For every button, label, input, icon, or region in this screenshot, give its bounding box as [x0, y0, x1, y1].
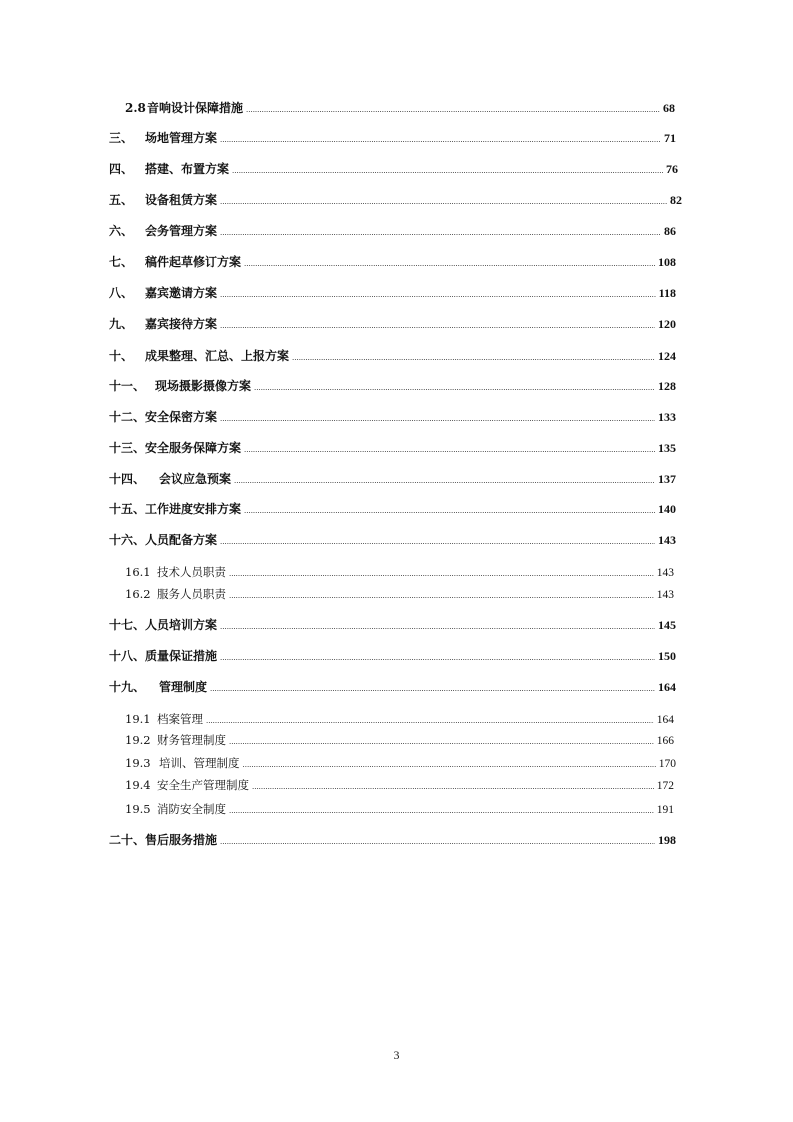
toc-entry-page: 120: [658, 317, 676, 331]
toc-leader-dots: [220, 409, 655, 429]
toc-entry-title: 嘉宾接待方案: [145, 317, 218, 331]
toc-leader-dots: [220, 316, 655, 336]
toc-leader-dots: [229, 732, 654, 752]
toc-entry[interactable]: [109, 407, 676, 427]
toc-entry-number: 十三、: [109, 441, 146, 455]
toc-entry-page: 76: [666, 162, 678, 176]
toc-subentry[interactable]: [125, 584, 674, 604]
toc-entry-title: 档案管理: [157, 712, 203, 726]
toc-leader-dots: [220, 617, 655, 637]
toc-entry-number: 十四、: [109, 472, 146, 486]
toc-entry-number: 十五、: [109, 502, 146, 516]
toc-entry-number: 19.3: [125, 756, 151, 770]
toc-entry[interactable]: [109, 438, 676, 458]
toc-subentry[interactable]: [125, 730, 674, 750]
toc-entry-page: 137: [658, 472, 676, 486]
toc-entry-page: 143: [656, 567, 674, 579]
toc-entry-title: 嘉宾邀请方案: [145, 286, 218, 300]
toc-entry-number: 四、: [109, 162, 134, 176]
toc-entry-title: 搭建、布置方案: [145, 162, 230, 176]
toc-entry-title: 设备租赁方案: [145, 193, 218, 207]
toc-entry-number: 16.1: [125, 565, 151, 579]
toc-leader-dots: [254, 378, 655, 398]
toc-entry-number: 十二、: [109, 410, 146, 424]
toc-leader-dots: [244, 254, 655, 274]
toc-entry[interactable]: [109, 128, 676, 148]
toc-subentry[interactable]: [125, 753, 676, 773]
toc-leader-dots: [232, 161, 663, 181]
toc-entry-number: 二十、: [109, 833, 146, 847]
toc-entry-number: 十、: [109, 349, 134, 363]
toc-entry[interactable]: [109, 615, 676, 635]
toc-entry[interactable]: [109, 283, 676, 303]
toc-subentry[interactable]: [125, 709, 674, 729]
toc-entry-page: 143: [656, 589, 674, 601]
toc-leader-dots: [220, 130, 661, 150]
toc-entry-title: 人员配备方案: [145, 533, 218, 547]
toc-entry-title: 音响设计保障措施: [147, 101, 244, 115]
toc-entry[interactable]: [109, 830, 676, 850]
toc-leader-dots: [220, 192, 667, 212]
toc-entry[interactable]: [109, 190, 682, 210]
toc-entry-page: 166: [656, 735, 674, 747]
toc-entry-page: 128: [658, 379, 676, 393]
toc-entry[interactable]: [125, 98, 675, 118]
toc-entry-page: 124: [658, 349, 676, 363]
toc-entry[interactable]: [109, 677, 676, 697]
toc-entry-title: 管理制度: [159, 680, 208, 694]
toc-entry-page: 172: [656, 780, 674, 792]
toc-entry-number: 2.8: [125, 101, 146, 115]
toc-leader-dots: [229, 801, 654, 821]
toc-entry-number: 五、: [109, 193, 134, 207]
toc-entry[interactable]: [109, 314, 676, 334]
toc-entry-number: 十九、: [109, 680, 146, 694]
toc-entry-page: 170: [658, 758, 676, 770]
toc-entry-title: 安全服务保障方案: [145, 441, 242, 455]
toc-subentry[interactable]: [125, 799, 674, 819]
toc-leader-dots: [246, 100, 660, 120]
toc-leader-dots: [244, 440, 655, 460]
toc-leader-dots: [234, 471, 655, 491]
toc-leader-dots: [220, 648, 655, 668]
toc-entry-number: 九、: [109, 317, 134, 331]
toc-leader-dots: [220, 832, 655, 852]
toc-subentry[interactable]: [125, 562, 674, 582]
toc-entry-page: 140: [658, 502, 676, 516]
toc-entry-title: 财务管理制度: [157, 733, 226, 747]
toc-entry[interactable]: [109, 530, 676, 550]
toc-entry[interactable]: [109, 159, 678, 179]
toc-entry[interactable]: [109, 346, 676, 366]
toc-leader-dots: [243, 755, 656, 775]
toc-entry[interactable]: [109, 376, 676, 396]
toc-entry-title: 会务管理方案: [145, 224, 218, 238]
toc-entry[interactable]: [109, 252, 676, 272]
toc-entry-number: 16.2: [125, 587, 151, 601]
toc-leader-dots: [220, 285, 656, 305]
toc-leader-dots: [220, 223, 661, 243]
toc-entry[interactable]: [109, 646, 676, 666]
toc-entry-page: 191: [656, 804, 674, 816]
toc-entry-title: 消防安全制度: [157, 802, 226, 816]
toc-entry-title: 人员培训方案: [145, 618, 218, 632]
toc-entry-title: 稿件起草修订方案: [145, 255, 242, 269]
toc-entry-number: 十六、: [109, 533, 146, 547]
toc-entry-page: 164: [656, 714, 674, 726]
toc-entry-title: 工作进度安排方案: [145, 502, 242, 516]
toc-entry-page: 143: [658, 533, 676, 547]
toc-entry-title: 安全生产管理制度: [157, 778, 249, 792]
toc-entry-page: 86: [664, 224, 676, 238]
toc-entry-number: 19.5: [125, 802, 151, 816]
page-number: 3: [393, 1048, 400, 1062]
toc-entry-number: 19.2: [125, 733, 151, 747]
toc-leader-dots: [206, 711, 654, 731]
toc-entry-page: 133: [658, 410, 676, 424]
toc-entry[interactable]: [109, 221, 676, 241]
toc-entry-title: 技术人员职责: [157, 565, 226, 579]
toc-entry-number: 19.1: [125, 712, 151, 726]
toc-entry-number: 十七、: [109, 618, 146, 632]
toc-entry-page: 118: [658, 286, 676, 300]
toc-subentry[interactable]: [125, 775, 674, 795]
toc-entry[interactable]: [109, 499, 676, 519]
toc-leader-dots: [220, 532, 655, 552]
toc-entry-number: 七、: [109, 255, 134, 269]
toc-leader-dots: [229, 564, 654, 584]
toc-entry-page: 164: [658, 680, 676, 694]
toc-leader-dots: [252, 777, 654, 797]
toc-entry-page: 68: [663, 101, 675, 115]
toc-entry-number: 三、: [109, 131, 134, 145]
toc-entry-page: 82: [670, 193, 682, 207]
toc-entry-title: 服务人员职责: [157, 587, 226, 601]
toc-entry-page: 145: [658, 618, 676, 632]
toc-entry[interactable]: [109, 469, 676, 489]
toc-entry-page: 135: [658, 441, 676, 455]
toc-leader-dots: [210, 679, 655, 699]
toc-leader-dots: [292, 348, 655, 368]
toc-entry-title: 培训、管理制度: [159, 756, 240, 770]
toc-entry-title: 现场摄影摄像方案: [155, 379, 252, 393]
toc-entry-title: 成果整理、汇总、上报方案: [145, 349, 290, 363]
toc-entry-number: 十八、: [109, 649, 146, 663]
toc-entry-number: 八、: [109, 286, 134, 300]
toc-entry-number: 十一、: [109, 379, 146, 393]
toc-entry-title: 售后服务措施: [145, 833, 218, 847]
toc-entry-title: 安全保密方案: [145, 410, 218, 424]
toc-entry-page: 71: [664, 131, 676, 145]
toc-entry-page: 150: [658, 649, 676, 663]
toc-entry-title: 场地管理方案: [145, 131, 218, 145]
toc-entry-title: 会议应急预案: [159, 472, 232, 486]
toc-entry-page: 198: [658, 833, 676, 847]
toc-entry-page: 108: [658, 255, 676, 269]
toc-leader-dots: [244, 501, 655, 521]
toc-leader-dots: [229, 586, 654, 606]
toc-entry-title: 质量保证措施: [145, 649, 218, 663]
toc-entry-number: 六、: [109, 224, 134, 238]
toc-entry-number: 19.4: [125, 778, 151, 792]
